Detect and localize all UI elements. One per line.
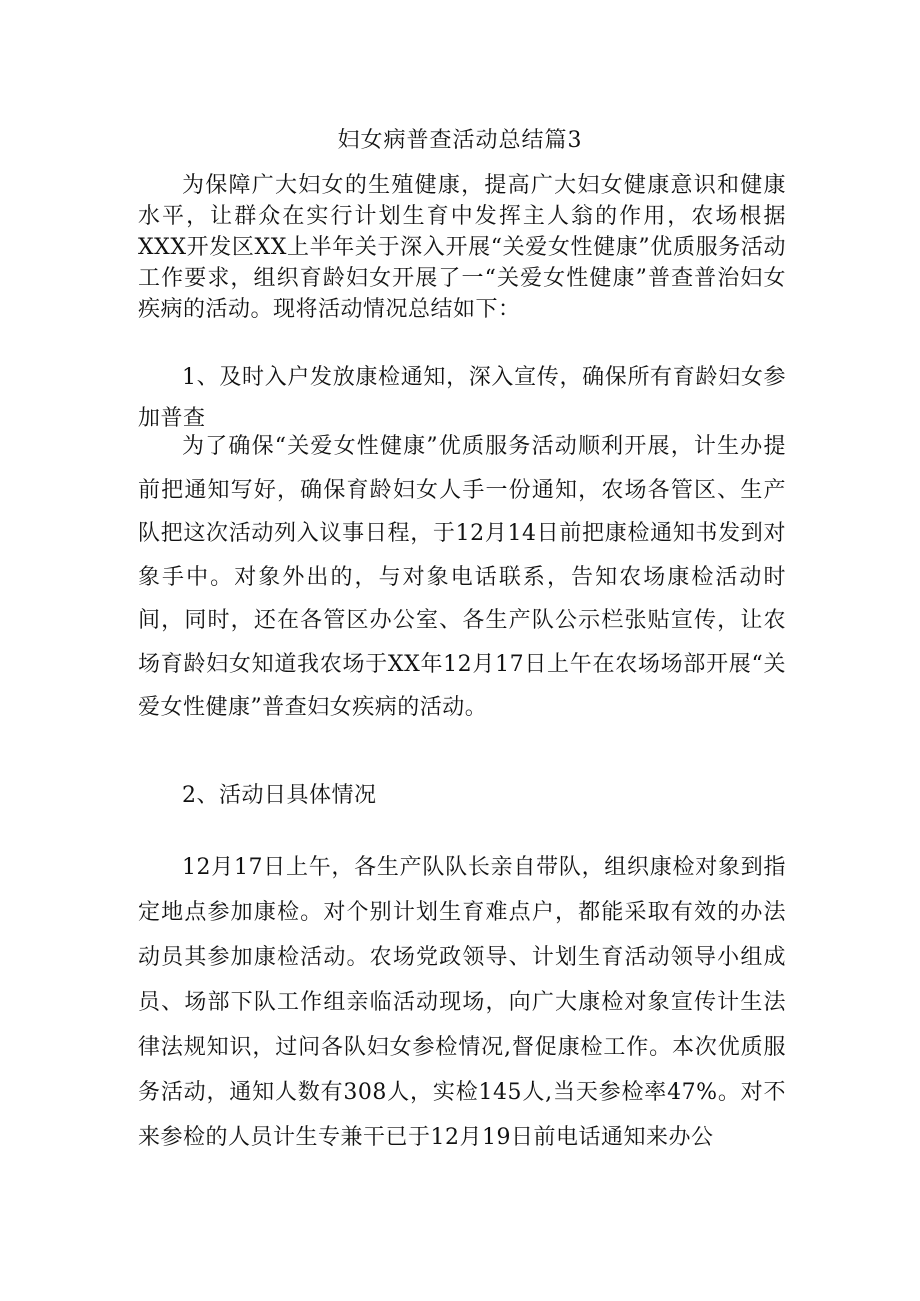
section-body-1: 为了确保“关爱女性健康”优质服务活动顺利开展，计生办提前把通知写好，确保育龄妇女人手一份通知，农场各管区、生产队把这次活动列入议事日程，于12月14日前把康检通知书发到对象手中。对象外出的，与对象电话联系，告知农场康检活动时间，同时，还在各管区办公室、各生产队公示栏张贴宣传，让农场育龄妇女知道我农场于XX年12月17日上午在农场场部开展“关爱女性健康”普查妇女疾病的活动。 — [138, 434, 786, 720]
intro-paragraph: 为保障广大妇女的生殖健康，提高广大妇女健康意识和健康水平，让群众在实行计划生育中发挥主人翁的作用，农场根据XXX开发区XX上半年关于深入开展“关爱女性健康”优质服务活动工作要求，组织育龄妇女开展了一“关爱女性健康”普查普治妇女疾病的活动。现将活动情况总结如下： — [138, 173, 786, 322]
section-heading-2: 2、活动日具体情况 — [182, 783, 377, 808]
page-title: 妇女病普查活动总结篇3 — [337, 128, 583, 153]
section-heading-1: 1、及时入户发放康检通知，深入宣传，确保所有育龄妇女参加普查 — [138, 365, 786, 431]
section-body-2: 12月17日上午，各生产队队长亲自带队，组织康检对象到指定地点参加康检。对个别计划生育难点户，都能采取有效的办法动员其参加康检活动。农场党政领导、计划生育活动领导小组成员、场部下队工作组亲临活动现场，向广大康检对象宣传计生法律法规知识，过问各队妇女参检情况,督促康检工作。本次优质服务活动，通知人数有308人，实检145人,当天参检率47%。对不来参检的人员计生专兼干已于12月19日前电话通知来办公 — [138, 855, 786, 1150]
